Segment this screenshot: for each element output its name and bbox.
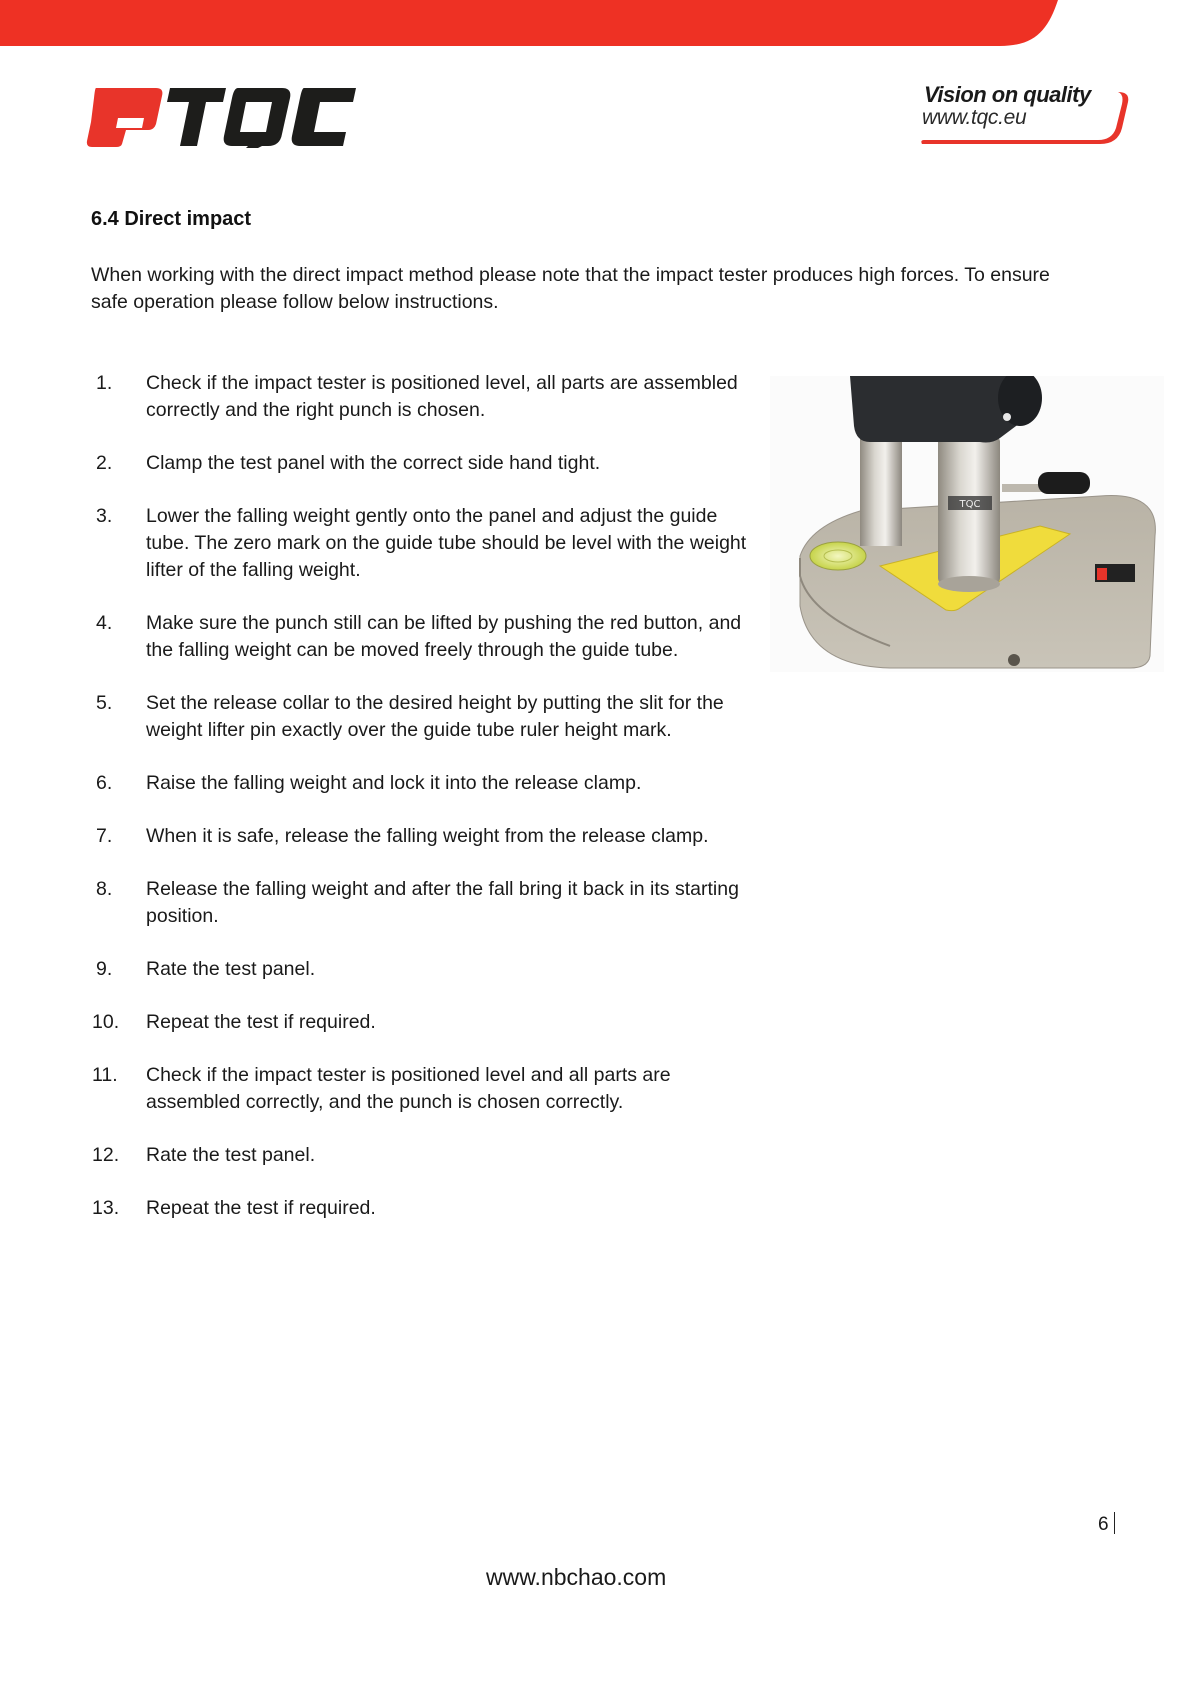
step-number: 5. [96,692,113,714]
step-text: Lower the falling weight gently onto the panel and adjust the guide tube. The zero mark on the guide tube should be level with the weight lifter of the falling weight. [146,505,747,581]
list-item [91,823,751,850]
tagline-text: Vision on quality [924,82,1091,107]
step-number: 2. [96,452,113,474]
intro-paragraph: When working with the direct impact method please note that the impact tester produces high forces. To ensure safe operation please follow below instructions. [91,264,1050,313]
step-text: Rate the test panel. [146,1144,316,1166]
logo-mark-icon [87,88,163,147]
step-text: Set the release collar to the desired height by putting the slit for the weight lifter pin exactly over the guide tube ruler height mark. [146,692,724,741]
step-number: 8. [96,878,113,900]
step-number: 9. [96,958,113,980]
list-item [91,503,751,584]
step-number: 11. [92,1064,118,1086]
list-item [91,450,751,477]
step-number: 12. [92,1144,120,1166]
step-number: 7. [96,825,113,847]
list-item [91,1142,751,1169]
step-text: Clamp the test panel with the correct side hand tight. [146,452,601,474]
step-text: Check if the impact tester is positioned level and all parts are assembled correctly, and the punch is chosen correctly. [146,1064,671,1113]
tqc-logo [86,84,358,148]
step-text: Release the falling weight and after the fall bring it back in its starting position. [146,878,739,927]
step-number: 1. [96,372,113,394]
step-text: Repeat the test if required. [146,1197,376,1219]
section-heading: 6.4 Direct impact [91,208,252,230]
list-item [91,876,751,930]
step-number: 13. [92,1197,120,1219]
step-text: Check if the impact tester is positioned level, all parts are assembled correctly and the right punch is chosen. [146,372,738,421]
step-text: Make sure the punch still can be lifted by pushing the red button, and the falling weight can be moved freely through the guide tube. [146,612,742,661]
impact-tester-photo [770,376,1164,672]
step-number: 6. [96,772,113,794]
step-number: 10. [92,1011,120,1033]
step-text: Repeat the test if required. [146,1011,376,1033]
step-text: Raise the falling weight and lock it into the release clamp. [146,772,642,794]
step-number: 4. [96,612,113,634]
website-link[interactable]: www.tqc.eu [922,106,1027,129]
list-item [91,610,751,664]
step-number: 3. [96,505,113,527]
page-number [1098,1512,1115,1536]
list-item [91,1009,751,1036]
svg-text:TQC: TQC [959,499,981,510]
page-number-text: 6 [1098,1514,1109,1535]
list-item [91,690,751,744]
tagline-block [918,82,1130,148]
step-text: Rate the test panel. [146,958,316,980]
list-item [91,1062,751,1116]
instruction-list [91,370,751,1248]
page-number-divider [1114,1512,1116,1534]
watermark-url: www.nbchao.com [486,1564,667,1590]
list-item [91,370,751,424]
list-item [91,956,751,983]
list-item [91,1195,751,1222]
header-banner [0,0,1200,48]
list-item [91,770,751,797]
step-text: When it is safe, release the falling weight from the release clamp. [146,825,709,847]
